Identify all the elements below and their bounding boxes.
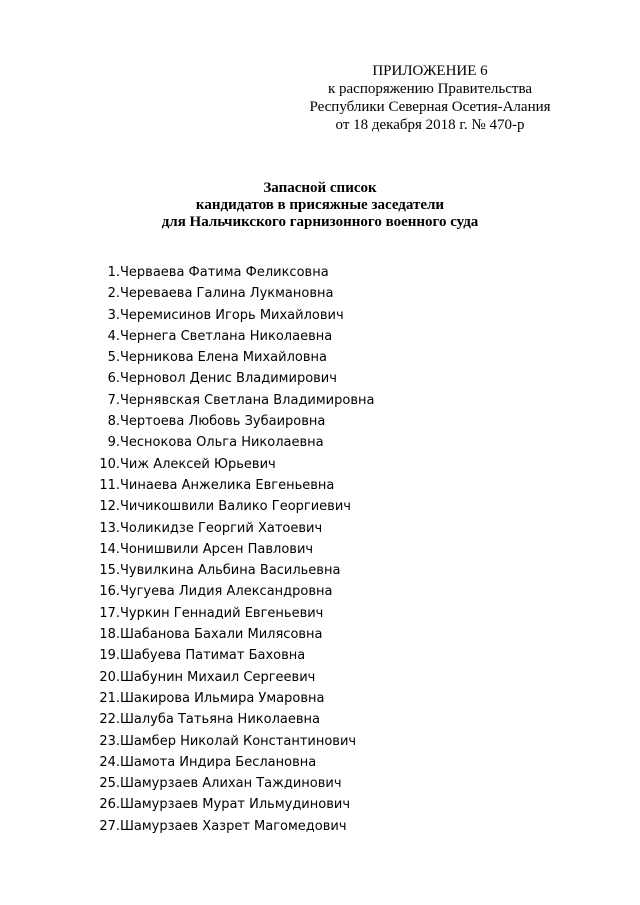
- list-item-name: Шабунин Михаил Сергеевич: [120, 669, 316, 685]
- list-item-name: Черникова Елена Михайловна: [120, 350, 327, 366]
- list-item-number: 1.: [107, 265, 120, 280]
- candidate-list: [98, 262, 374, 837]
- list-item-name: Шалуба Татьяна Николаевна: [120, 712, 320, 728]
- list-item: [98, 752, 374, 773]
- list-item: [98, 560, 374, 581]
- list-item: [98, 368, 374, 389]
- list-item: [98, 773, 374, 794]
- list-item-name: Чичикошвили Валико Георгиевич: [120, 499, 351, 515]
- list-item: [98, 454, 374, 475]
- appendix-reference-line: к распоряжению Правительства: [327, 81, 532, 97]
- list-item: [98, 581, 374, 602]
- list-item-number: 6.: [107, 371, 120, 387]
- title-line-1: Запасной список: [263, 180, 377, 196]
- list-item-number: 2.: [107, 286, 120, 302]
- list-item-name: Черваева Фатима Феликсовна: [120, 265, 329, 280]
- list-item-number: 10.: [99, 456, 120, 472]
- list-item-name: Шабанова Бахали Милясовна: [120, 627, 323, 643]
- list-item-number: 3.: [107, 307, 120, 323]
- list-item: [98, 624, 374, 645]
- list-item-number: 7.: [107, 392, 120, 408]
- list-item: [98, 432, 374, 453]
- list-item-number: 4.: [107, 328, 120, 344]
- appendix-number: ПРИЛОЖЕНИЕ 6: [372, 63, 488, 79]
- list-item-name: Чувилкина Альбина Васильевна: [120, 563, 341, 579]
- list-item-number: 20.: [99, 669, 120, 685]
- list-item-name: Чонишвили Арсен Павлович: [120, 541, 314, 557]
- list-item-name: Чиж Алексей Юрьевич: [120, 456, 276, 472]
- list-item-name: Шамурзаев Хазрет Магомедович: [120, 818, 347, 834]
- list-item-number: 17.: [99, 605, 120, 621]
- list-item-number: 26.: [99, 797, 120, 813]
- list-item-name: Чернявская Светлана Владимировна: [120, 392, 375, 408]
- list-item-name: Чоликидзе Георгий Хатоевич: [120, 520, 323, 536]
- list-item: [98, 688, 374, 709]
- list-item: [98, 390, 374, 411]
- list-item-number: 12.: [99, 499, 120, 515]
- list-item-name: Череваева Галина Лукмановна: [120, 286, 334, 302]
- list-item: [98, 347, 374, 368]
- document-title: [120, 180, 520, 231]
- list-item-number: 23.: [99, 733, 120, 749]
- list-item-number: 15.: [99, 563, 120, 579]
- appendix-date-line: от 18 декабря 2018 г. № 470-р: [335, 117, 525, 133]
- list-item-name: Чертоева Любовь Зубаировна: [120, 414, 326, 430]
- list-item-number: 9.: [107, 435, 120, 451]
- list-item-name: Шамбер Николай Константинович: [120, 733, 357, 749]
- list-item: [98, 496, 374, 517]
- list-item-name: Чуркин Геннадий Евгеньевич: [120, 605, 324, 621]
- list-item-name: Черемисинов Игорь Михайлович: [120, 307, 344, 323]
- list-item: [98, 411, 374, 432]
- list-item: [98, 326, 374, 347]
- list-item-number: 21.: [99, 690, 120, 706]
- list-item-number: 27.: [99, 818, 120, 834]
- list-item: [98, 518, 374, 539]
- list-item: [98, 816, 374, 837]
- list-item: [98, 709, 374, 730]
- list-item: [98, 262, 374, 283]
- list-item: [98, 731, 374, 752]
- list-item: [98, 667, 374, 688]
- list-item-name: Шамота Индира Беслановна: [120, 754, 317, 770]
- title-line-3: для Нальчикского гарнизонного военного суда: [161, 214, 479, 230]
- list-item-name: Чинаева Анжелика Евгеньевна: [120, 477, 335, 493]
- list-item-number: 18.: [99, 627, 120, 643]
- list-item: [98, 283, 374, 304]
- appendix-government-line: Республики Северная Осетия-Алания: [309, 99, 551, 115]
- list-item: [98, 603, 374, 624]
- appendix-header: [300, 62, 560, 134]
- list-item-number: 8.: [107, 414, 120, 430]
- list-item: [98, 645, 374, 666]
- list-item-name: Шабуева Патимат Баховна: [120, 648, 306, 664]
- list-item: [98, 539, 374, 560]
- list-item: [98, 794, 374, 815]
- list-item-number: 22.: [99, 712, 120, 728]
- list-item-number: 24.: [99, 754, 120, 770]
- list-item-number: 11.: [99, 477, 120, 493]
- list-item-name: Шамурзаев Алихан Таждинович: [120, 776, 342, 792]
- title-line-2: кандидатов в присяжные заседатели: [195, 197, 445, 213]
- list-item-number: 13.: [99, 520, 120, 536]
- list-item-name: Шамурзаев Мурат Ильмудинович: [120, 797, 351, 813]
- list-item-number: 25.: [99, 776, 120, 792]
- list-item-name: Чернега Светлана Николаевна: [120, 328, 333, 344]
- list-item-number: 5.: [107, 350, 120, 366]
- list-item-number: 16.: [99, 584, 120, 600]
- list-item-name: Чугуева Лидия Александровна: [120, 584, 333, 600]
- list-item-name: Шакирова Ильмира Умаровна: [120, 690, 325, 706]
- list-item: [98, 475, 374, 496]
- list-item-number: 14.: [99, 541, 120, 557]
- list-item-name: Черновол Денис Владимирович: [120, 371, 337, 387]
- list-item-name: Чеснокова Ольга Николаевна: [120, 435, 324, 451]
- list-item-number: 19.: [99, 648, 120, 664]
- list-item: [98, 305, 374, 326]
